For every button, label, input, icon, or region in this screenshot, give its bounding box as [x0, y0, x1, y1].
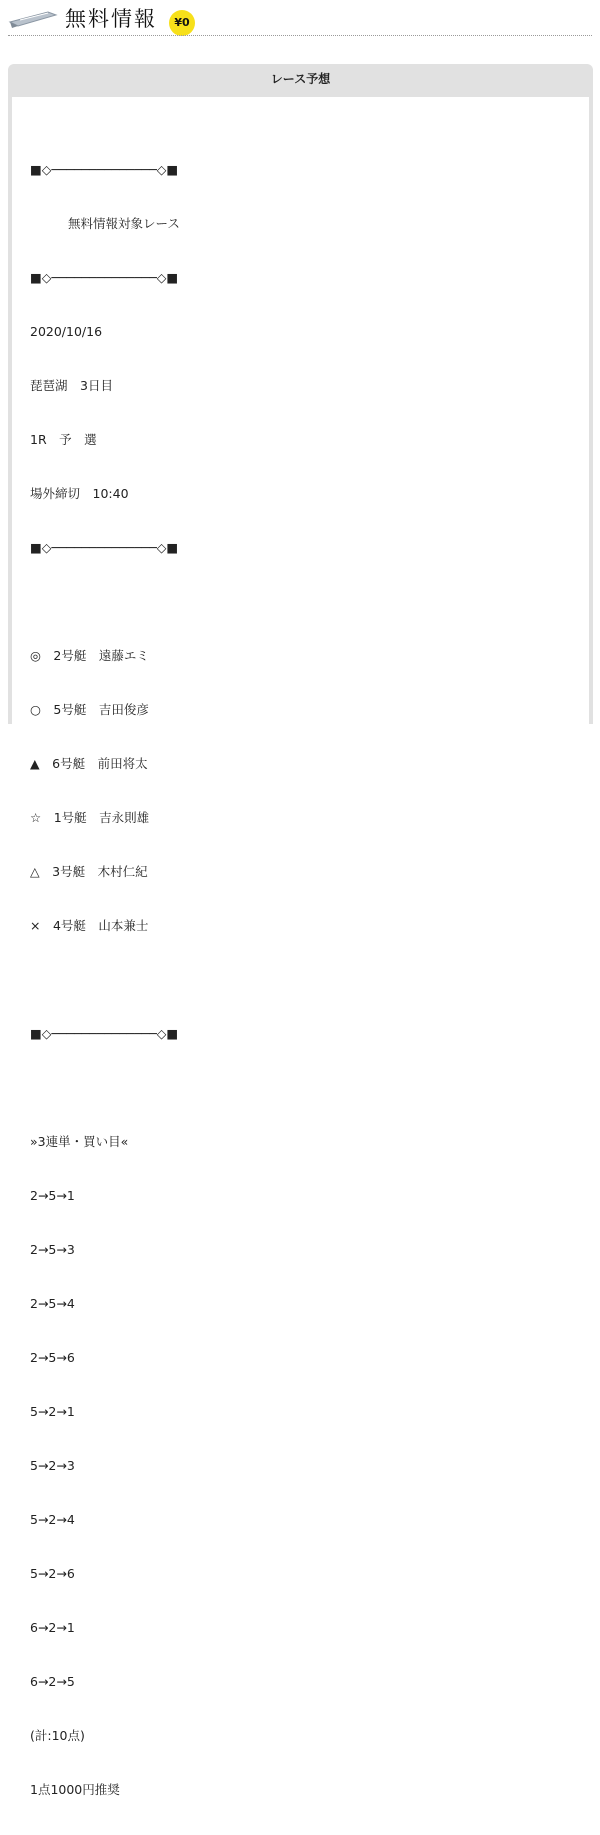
bet-total: (計:10点) [30, 1728, 85, 1743]
race-prediction-panel [8, 64, 593, 1797]
bet-item: 6→2→1 [30, 1620, 75, 1635]
prediction-item: △ 3号艇 木村仁紀 [30, 864, 148, 879]
venue-day: 琵琶湖 3日目 [30, 378, 113, 393]
pen-icon [8, 8, 58, 30]
bet-recommendation: 1点1000円推奨 [30, 1782, 120, 1797]
separator: ■◇──────────────◇■ [30, 1026, 179, 1041]
bet-item: 5→2→1 [30, 1404, 75, 1419]
bet-item: 2→5→1 [30, 1188, 75, 1203]
prediction-item: ▲ 6号艇 前田将太 [30, 756, 148, 771]
bet-item: 2→5→4 [30, 1296, 75, 1311]
panel-body [12, 97, 589, 1797]
race-date: 2020/10/16 [30, 324, 103, 339]
separator: ■◇──────────────◇■ [30, 162, 179, 177]
bet-item: 2→5→6 [30, 1350, 75, 1365]
panel-title: レース予想 [270, 72, 331, 86]
bet-item: 6→2→5 [30, 1674, 75, 1689]
bet-item: 5→2→3 [30, 1458, 75, 1473]
spacer [30, 1079, 180, 1097]
bet-heading: »3連単・買い目« [30, 1134, 129, 1149]
free-badge: ¥0 [169, 10, 195, 36]
page-header [8, 4, 592, 36]
prediction-content [30, 125, 180, 1835]
deadline: 場外締切 10:40 [30, 486, 129, 501]
prediction-item: ◎ 2号艇 遠藤エミ [30, 648, 149, 663]
bet-item: 5→2→4 [30, 1512, 75, 1527]
bet-item: 2→5→3 [30, 1242, 75, 1257]
page-title: 無料情報 [65, 7, 157, 31]
prediction-item: ○ 5号艇 吉田俊彦 [30, 702, 149, 717]
header-divider [8, 35, 592, 36]
free-target-label: 無料情報対象レース [68, 216, 180, 231]
separator: ■◇──────────────◇■ [30, 270, 179, 285]
race-name: 1R 予 選 [30, 432, 97, 447]
spacer [30, 593, 180, 611]
bet-item: 5→2→6 [30, 1566, 75, 1581]
separator: ■◇──────────────◇■ [30, 540, 179, 555]
spacer [30, 971, 180, 989]
prediction-item: ☆ 1号艇 吉永則雄 [30, 810, 150, 825]
prediction-item: × 4号艇 山本兼士 [30, 918, 149, 933]
